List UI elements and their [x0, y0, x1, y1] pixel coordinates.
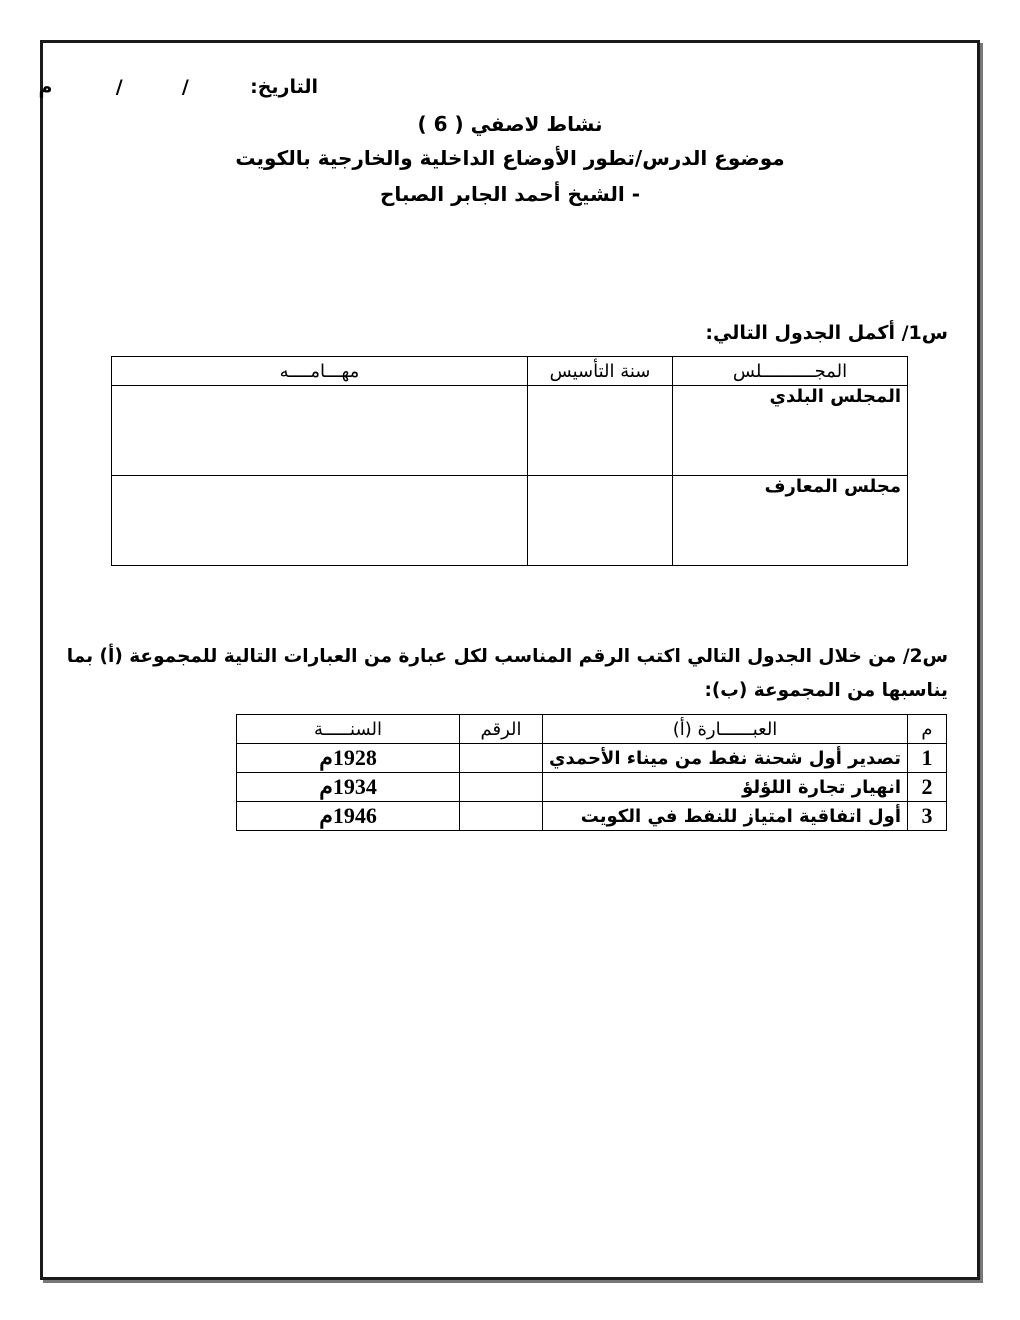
councils-table: [111, 356, 908, 566]
table-row: [112, 386, 908, 476]
tasks-cell[interactable]: [112, 476, 528, 566]
founding-year-cell[interactable]: [528, 386, 673, 476]
year-value: 1934م: [237, 773, 460, 802]
row-number: 3: [908, 802, 947, 831]
date-slash: /: [115, 76, 123, 98]
statement: أول اتفاقية امتياز للنفط في الكويت: [543, 802, 908, 831]
table-row: [237, 744, 947, 773]
column-header: مهـــامــــه: [112, 357, 528, 386]
row-number: 2: [908, 773, 947, 802]
column-header: سنة التأسيس: [528, 357, 673, 386]
table-header-row: [237, 715, 947, 744]
tasks-cell[interactable]: [112, 386, 528, 476]
council-name: المجلس البلدي: [673, 386, 908, 476]
answer-number-cell[interactable]: [460, 744, 543, 773]
activity-title: نشاط لاصفي ( 6 ): [417, 112, 603, 136]
council-name: مجلس المعارف: [673, 476, 908, 566]
table-row: [237, 802, 947, 831]
table-header-row: [112, 357, 908, 386]
table-row: [237, 773, 947, 802]
answer-number-cell[interactable]: [460, 773, 543, 802]
date-suffix: م: [38, 76, 53, 98]
question-2-prompt: س2/ من خلال الجدول التالي اكتب الرقم المناسب لكل عبارة من العبارات التالية للمجموعة (أ) بما: [66, 646, 948, 667]
column-header: الرقم: [460, 715, 543, 744]
question-1-prompt: س1/ أكمل الجدول التالي:: [705, 322, 948, 344]
statement: تصدير أول شحنة نفط من ميناء الأحمدي: [543, 744, 908, 773]
date-label: التاريخ:: [250, 76, 318, 98]
statement: انهيار تجارة اللؤلؤ: [543, 773, 908, 802]
lesson-topic: موضوع الدرس/تطور الأوضاع الداخلية والخارجية بالكويت: [235, 146, 785, 170]
year-value: 1928م: [237, 744, 460, 773]
column-header: العبــــــارة (أ): [543, 715, 908, 744]
date-slash: /: [181, 76, 189, 98]
lesson-subtopic: - الشيخ أحمد الجابر الصباح: [379, 182, 641, 206]
question-2-prompt-continued: يناسبها من المجموعة (ب):: [704, 680, 948, 701]
row-number: 1: [908, 744, 947, 773]
table-row: [112, 476, 908, 566]
date-line: [39, 76, 319, 98]
column-header: السنـــــة: [237, 715, 460, 744]
matching-table: [236, 714, 947, 831]
column-header: م: [908, 715, 947, 744]
answer-number-cell[interactable]: [460, 802, 543, 831]
year-value: 1946م: [237, 802, 460, 831]
column-header: المجــــــــــلس: [673, 357, 908, 386]
founding-year-cell[interactable]: [528, 476, 673, 566]
